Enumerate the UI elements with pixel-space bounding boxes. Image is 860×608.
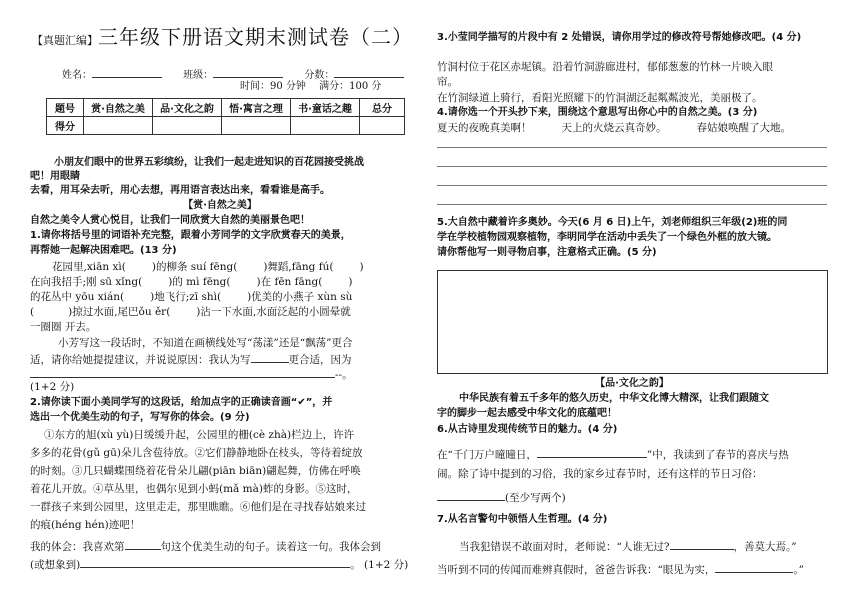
q4-options	[437, 121, 791, 135]
q5-line-2: 学在学校植物园观察植物，李明同学在活动中丢失了一个绿色外框的放大镜。	[437, 232, 777, 243]
q1-line-3	[30, 290, 352, 304]
q1-line-5: 一圈圈 开去。	[30, 321, 97, 333]
score-table-row	[47, 117, 405, 135]
q7-text: 当我犯错误不敢面对时，老师说：“人谁无过?	[459, 541, 670, 553]
q4-answer-line[interactable]	[437, 185, 827, 186]
exam-header-title	[32, 25, 413, 49]
q1-text: --。	[335, 369, 353, 381]
q1-text: )地飞行;zī shì(	[150, 291, 222, 303]
answer-blank[interactable]	[715, 561, 793, 573]
score-header-cell: 题号	[47, 99, 84, 117]
q2-text: (或想象到)	[30, 559, 81, 571]
q1-line-1	[52, 260, 364, 274]
score-row-label: 得分	[47, 117, 84, 135]
q2-answer-line1	[30, 538, 381, 554]
score-cell[interactable]	[360, 117, 405, 135]
q2-text: 。 (1+2 分)	[350, 559, 409, 571]
q1-line-6: 小芳写这一段话时，不知道在画横线处写“荡漾”还是“飘荡”更合	[58, 337, 353, 349]
q1-text: 更合适，因为	[288, 354, 352, 366]
intro-line-3: 去看，用耳朵去听，用心去想，再用语言表达出来，看看谁是高手。	[30, 185, 330, 196]
name-label: 姓名：	[62, 70, 92, 81]
time-score-info	[240, 80, 381, 94]
answer-blank[interactable]	[437, 489, 505, 501]
q1-line-4	[30, 305, 351, 319]
score-table-header	[47, 99, 405, 117]
score-header-cell: 书·童话之趣	[291, 99, 360, 117]
lost-notice-answer-box[interactable]	[437, 270, 828, 374]
q2-passage-5: 一群孩子来到公园里，这里走走，那里瞧瞧。⑥他们是在寻找春姑娘来过	[30, 501, 366, 513]
q6-text: (至少写两个)	[505, 492, 566, 504]
answer-blank[interactable]	[251, 351, 289, 363]
section-heading-culture: 【品·文化之韵】	[595, 378, 669, 389]
q1-text: )沾一下水面,水面泛起的小圆晕就	[196, 306, 351, 318]
q6-line-1	[437, 446, 789, 462]
q4-answer-line[interactable]	[437, 166, 827, 167]
intro-line-2: 吧！用眼睛	[30, 171, 80, 182]
q1-text: )掠过水面,尾巴ǒu ěr(	[68, 306, 171, 318]
q4-option: 夏天的夜晚真美啊！	[437, 122, 532, 134]
q1-text: 花园里,xiān xì(	[52, 261, 126, 273]
q4-option: 春姑娘唤醒了大地。	[696, 122, 791, 134]
q6-text: 在“千门万户曈曈日，	[437, 449, 537, 461]
section2-intro-line2: 字的脚步一起去感受中华文化的底蕴吧！	[437, 408, 617, 419]
q6-text: ”中，我读到了春节的喜庆与热	[646, 449, 789, 461]
section-heading-nature: 【赏·自然之美】	[183, 200, 257, 211]
q2-title-line1: 2.请你读下面小美同学写的这段话，给加点字的正确读音画“✔”，并	[30, 397, 333, 408]
section1-intro: 自然之美令人赏心悦目，让我们一同欣赏大自然的美丽景色吧！	[30, 215, 310, 226]
name-field[interactable]	[92, 66, 162, 78]
q5-line-1: 5.大自然中藏着许多奥妙。今天(6 月 6 日)上午，刘老师组织三年级(2)班的同	[437, 217, 788, 228]
score-cell[interactable]	[222, 117, 291, 135]
q7-line-2	[437, 561, 804, 577]
q2-passage-3: 的时刻。③几只蝴蝶围绕着花骨朵儿翩(piān biān)翩起舞，仿佛在呼唤	[30, 465, 361, 477]
q1-text: )的柳条 suí fēng(	[151, 261, 238, 273]
full-score-info: 满分：100 分	[319, 81, 382, 92]
q2-answer-line2	[30, 556, 408, 572]
q2-passage-6: 的痕(héng hén)迹吧！	[30, 519, 141, 531]
q2-text: 句这个优美生动的句子。读着这一句。我体会到	[160, 541, 381, 553]
intro-line-1: 小朋友们眼中的世界五彩缤纷，让我们一起走进知识的百花园接受挑战	[54, 157, 364, 168]
score-field[interactable]	[334, 66, 404, 78]
q4-answer-line[interactable]	[437, 204, 827, 205]
q1-text: (	[30, 306, 35, 318]
page-title: 三年级下册语文期末测试卷（二）	[98, 25, 413, 49]
q3-line-2: 帘。	[437, 76, 458, 88]
exam-tag: 【真题汇编】	[32, 34, 98, 47]
class-field[interactable]	[213, 66, 283, 78]
q2-passage-1: ①东方的旭(xù yù)日缓缓升起，公园里的栅(cè zhà)栏边上，许许	[44, 429, 355, 441]
score-header-cell: 品·文化之韵	[153, 99, 222, 117]
q1-text: )	[348, 276, 353, 288]
answer-blank[interactable]	[125, 538, 161, 550]
section2-intro-line1: 中华民族有着五千多年的悠久历史，中华文化博大精深，让我们跟随文	[459, 393, 769, 404]
q1-text: 在向我招手;刚 sū xǐng(	[30, 276, 143, 288]
time-info: 时间：90 分钟	[240, 81, 306, 92]
q1-line-9: (1+2 分)	[30, 381, 75, 393]
q3-title: 3.小莹同学描写的片段中有 2 处错误，请你用学过的修改符号帮她修改吧。(4 分)	[437, 32, 802, 43]
q7-text: ，善莫大焉。”	[733, 541, 797, 553]
q1-line-7	[30, 351, 352, 367]
score-header-cell: 悟·寓言之理	[222, 99, 291, 117]
q3-line-3: 在竹洞绿道上骑行，看阳光照耀下的竹洞湖泛起粼粼波光，美丽极了。	[437, 92, 763, 104]
q7-text: 。”	[793, 564, 804, 576]
q6-line-3	[437, 489, 566, 505]
q1-line-8	[30, 366, 353, 382]
q1-text: )优美的小燕子 xùn sù	[247, 291, 353, 303]
q1-text: )舞蹈,fāng fú(	[263, 261, 334, 273]
answer-blank[interactable]	[30, 366, 335, 378]
score-cell[interactable]	[84, 117, 153, 135]
score-label: 分数：	[304, 70, 335, 81]
q5-line-3: 请你帮他写一则寻物启事，注意格式正确。(5 分)	[437, 247, 657, 258]
q3-line-1: 竹洞村位于花区赤坭镇。沿着竹洞游廊进村，郁郁葱葱的竹林一片映入眼	[437, 61, 773, 73]
q1-text: )的 mì fēng(	[168, 276, 231, 288]
q1-text: 适，请你给她提提建议，并说说原因：我认为写	[30, 354, 251, 366]
q1-title-line1: 1.请你将括号里的词语补充完整，跟着小芳同学的文字欣赏春天的美景，	[30, 230, 351, 241]
q1-text: )	[359, 261, 364, 273]
q1-title-line2: 再帮她一起解决困难吧。(13 分)	[30, 245, 177, 256]
score-cell[interactable]	[291, 117, 360, 135]
q4-option: 天上的火烧云真奇妙。	[561, 122, 667, 134]
q1-text: )在 fēn fāng(	[256, 276, 323, 288]
class-label: 班级：	[183, 70, 214, 81]
q2-passage-4: 着花儿开放。④草丛里，也偶尔见到小蚂(mǎ mà)蚱的身影。⑤这时，	[30, 483, 358, 495]
score-header-cell: 赏·自然之美	[84, 99, 153, 117]
q7-line-1	[459, 538, 797, 554]
q2-title-line2: 选出一个优美生动的句子，写写你的体会。(9 分)	[30, 412, 250, 423]
score-cell[interactable]	[153, 117, 222, 135]
score-header-cell: 总分	[360, 99, 405, 117]
q4-answer-line[interactable]	[437, 147, 827, 148]
q7-title: 7.从名言警句中领悟人生哲理。(4 分)	[437, 514, 608, 525]
answer-blank[interactable]	[670, 538, 734, 550]
q2-text: 我的体会：我喜欢第	[30, 541, 125, 553]
answer-blank[interactable]	[537, 446, 647, 458]
q2-passage-2: 多多的花骨(gǔ gū)朵儿含苞待放。②它们静静地卧在枝头，等待着绽放	[30, 447, 363, 459]
q6-title: 6.从古诗里发现传统节日的魅力。(4 分)	[437, 424, 618, 435]
q6-line-2: 闹。除了诗中提到的习俗，我的家乡过春节时，还有这样的节日习俗：	[437, 468, 763, 480]
q4-title: 4.请你选一个开头抄下来，围绕这个意思写出你心中的自然之美。(3 分)	[437, 107, 758, 118]
q1-line-2	[30, 275, 353, 289]
q7-text: 当听到不同的传闻而难辨真假时，爸爸告诉我：“眼见为实，	[437, 564, 716, 576]
answer-blank[interactable]	[80, 556, 350, 568]
score-table	[46, 98, 405, 135]
q1-text: 的花丛中 yōu xián(	[30, 291, 125, 303]
